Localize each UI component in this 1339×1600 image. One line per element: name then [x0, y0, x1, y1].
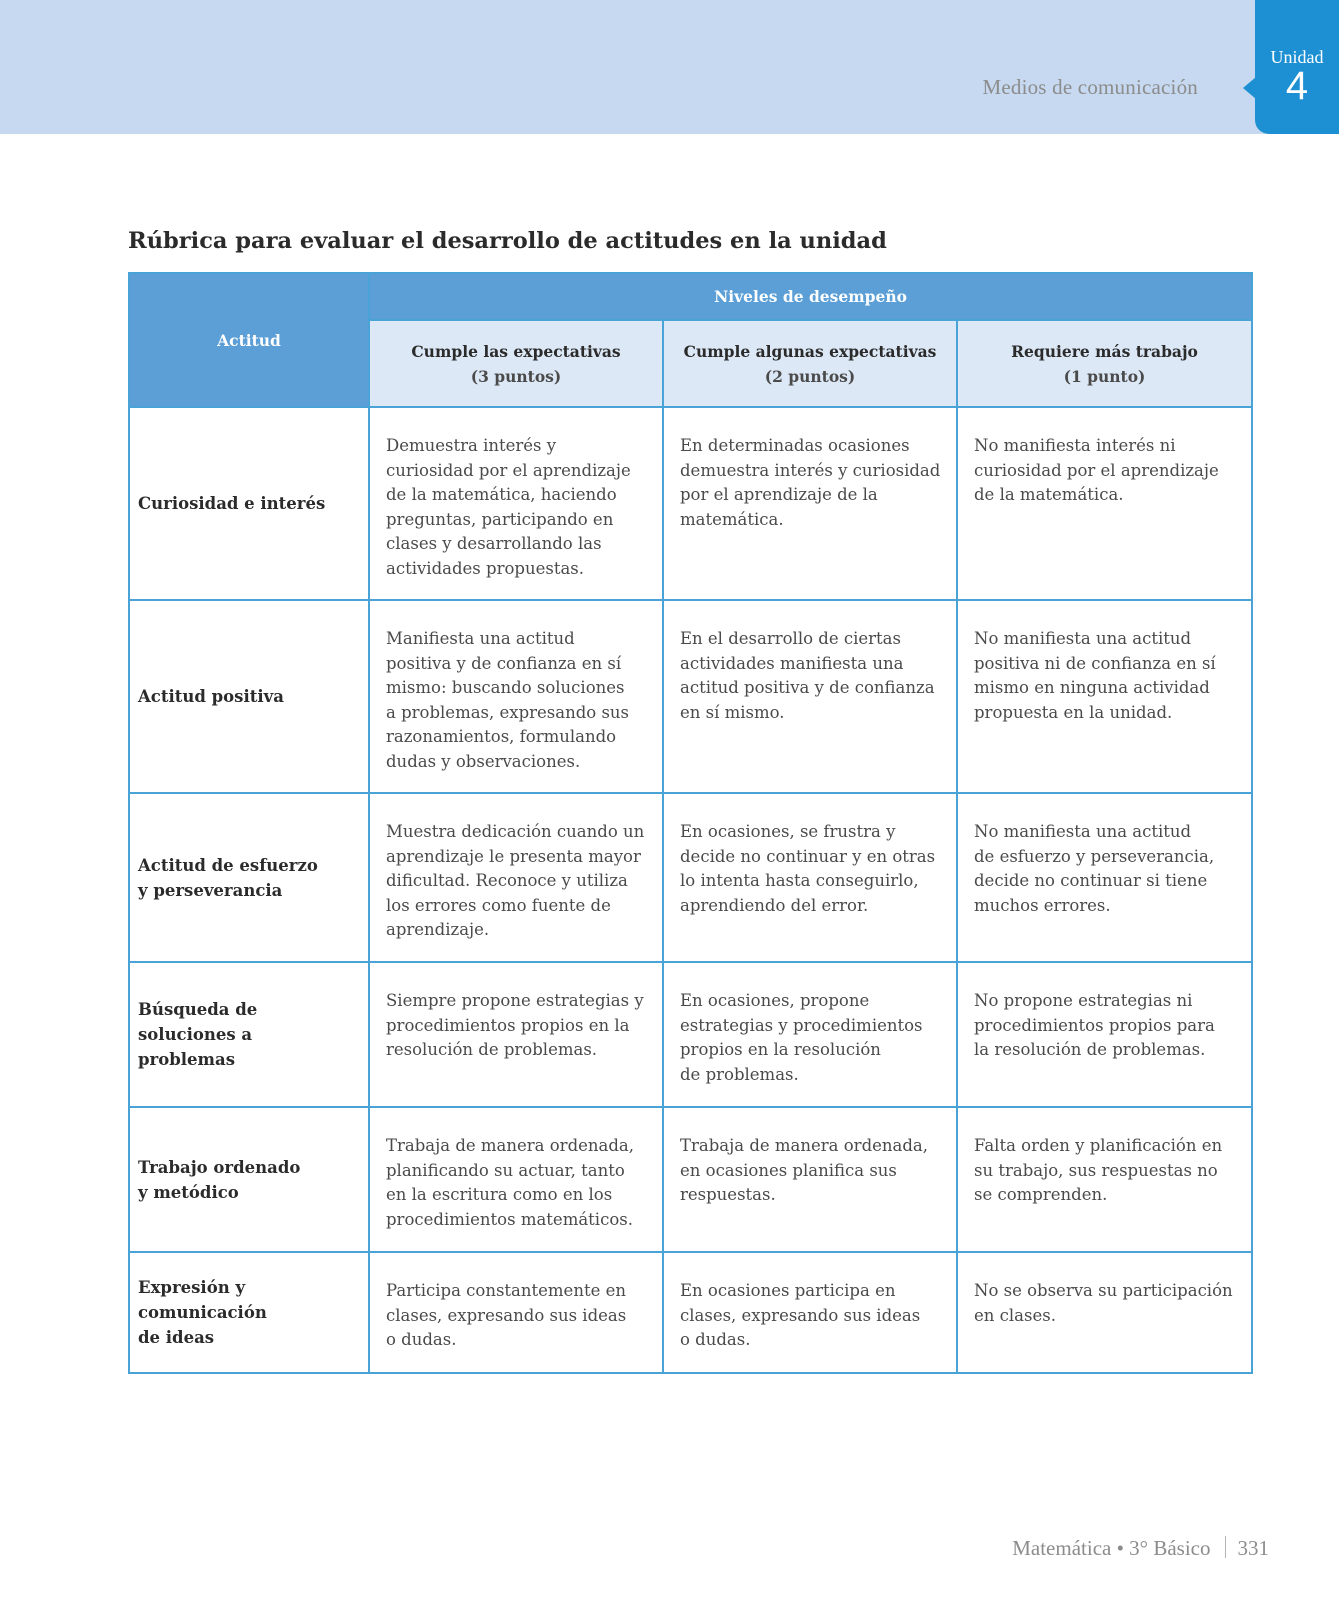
table-row: [129, 1107, 1252, 1252]
column-header-niveles: Niveles de desempeño: [369, 273, 1252, 320]
unit-label: Unidad: [1270, 47, 1324, 67]
table-row: [129, 962, 1252, 1107]
descriptor-cell: No manifiesta una actitud positiva ni de confianza en sí mismo en ninguna actividad propuesta en la unidad.: [957, 600, 1252, 793]
table-header-row: [129, 273, 1252, 320]
descriptor-cell: No manifiesta una actitud de esfuerzo y perseverancia, decide no continuar si tiene muchos errores.: [957, 793, 1252, 962]
descriptor-cell: En ocasiones participa en clases, expresando sus ideas o dudas.: [663, 1252, 957, 1373]
level-header: [957, 320, 1252, 407]
attitude-cell: Curiosidad e interés: [129, 407, 369, 600]
page-footer: [1012, 1536, 1269, 1561]
descriptor-cell: En ocasiones, se frustra y decide no continuar y en otras lo intenta hasta conseguirlo, aprendiendo del error.: [663, 793, 957, 962]
book-title: Matemática • 3° Básico: [1012, 1536, 1211, 1560]
descriptor-cell: Manifiesta una actitud positiva y de confianza en sí mismo: buscando soluciones a problemas, expresando sus razonamientos, formulando dudas y observaciones.: [369, 600, 663, 793]
top-header-band: [0, 0, 1339, 134]
rubric-table-body: [129, 273, 1252, 1373]
descriptor-cell: No manifiesta interés ni curiosidad por el aprendizaje de la matemática.: [957, 407, 1252, 600]
level-points: (2 puntos): [764, 366, 856, 386]
footer-divider: [1225, 1536, 1226, 1558]
table-row: [129, 600, 1252, 793]
level-name: Requiere más trabajo: [1011, 341, 1198, 361]
descriptor-cell: Trabaja de manera ordenada, planificando su actuar, tanto en la escritura como en los procedimientos matemáticos.: [369, 1107, 663, 1252]
attitude-cell: Actitud de esfuerzo y perseverancia: [129, 793, 369, 962]
descriptor-cell: Participa constantemente en clases, expresando sus ideas o dudas.: [369, 1252, 663, 1373]
attitude-cell: Trabajo ordenado y metódico: [129, 1107, 369, 1252]
table-row: [129, 407, 1252, 600]
level-header: [369, 320, 663, 407]
descriptor-cell: No propone estrategias ni procedimientos propios para la resolución de problemas.: [957, 962, 1252, 1107]
descriptor-cell: Trabaja de manera ordenada, en ocasiones planifica sus respuestas.: [663, 1107, 957, 1252]
table-row: [129, 793, 1252, 962]
rubric-table: [128, 272, 1253, 1374]
unit-number: 4: [1285, 64, 1309, 108]
column-header-actitud: Actitud: [129, 273, 369, 407]
descriptor-cell: Demuestra interés y curiosidad por el aprendizaje de la matemática, haciendo preguntas, participando en clases y desarrollando las actividades propuestas.: [369, 407, 663, 600]
descriptor-cell: En el desarrollo de ciertas actividades manifiesta una actitud positiva y de confianza en sí mismo.: [663, 600, 957, 793]
table-row: [129, 1252, 1252, 1373]
level-header: [663, 320, 957, 407]
descriptor-cell: En ocasiones, propone estrategias y procedimientos propios en la resolución de problemas.: [663, 962, 957, 1107]
section-title: Medios de comunicación: [982, 75, 1198, 99]
page-title: Rúbrica para evaluar el desarrollo de actitudes en la unidad: [128, 228, 887, 254]
level-name: Cumple las expectativas: [411, 341, 621, 361]
unit-tab: [1255, 0, 1339, 134]
attitude-cell: Expresión y comunicación de ideas: [129, 1252, 369, 1373]
page-number: 331: [1237, 1536, 1269, 1560]
level-points: (1 punto): [1063, 366, 1146, 386]
level-points: (3 puntos): [470, 366, 562, 386]
descriptor-cell: Muestra dedicación cuando un aprendizaje le presenta mayor dificultad. Reconoce y utiliza los errores como fuente de aprendizaje.: [369, 793, 663, 962]
descriptor-cell: Siempre propone estrategias y procedimientos propios en la resolución de problemas.: [369, 962, 663, 1107]
attitude-cell: Búsqueda de soluciones a problemas: [129, 962, 369, 1107]
level-name: Cumple algunas expectativas: [683, 341, 937, 361]
descriptor-cell: No se observa su participación en clases.: [957, 1252, 1252, 1373]
descriptor-cell: En determinadas ocasiones demuestra interés y curiosidad por el aprendizaje de la matemática.: [663, 407, 957, 600]
descriptor-cell: Falta orden y planificación en su trabajo, sus respuestas no se comprenden.: [957, 1107, 1252, 1252]
attitude-cell: Actitud positiva: [129, 600, 369, 793]
